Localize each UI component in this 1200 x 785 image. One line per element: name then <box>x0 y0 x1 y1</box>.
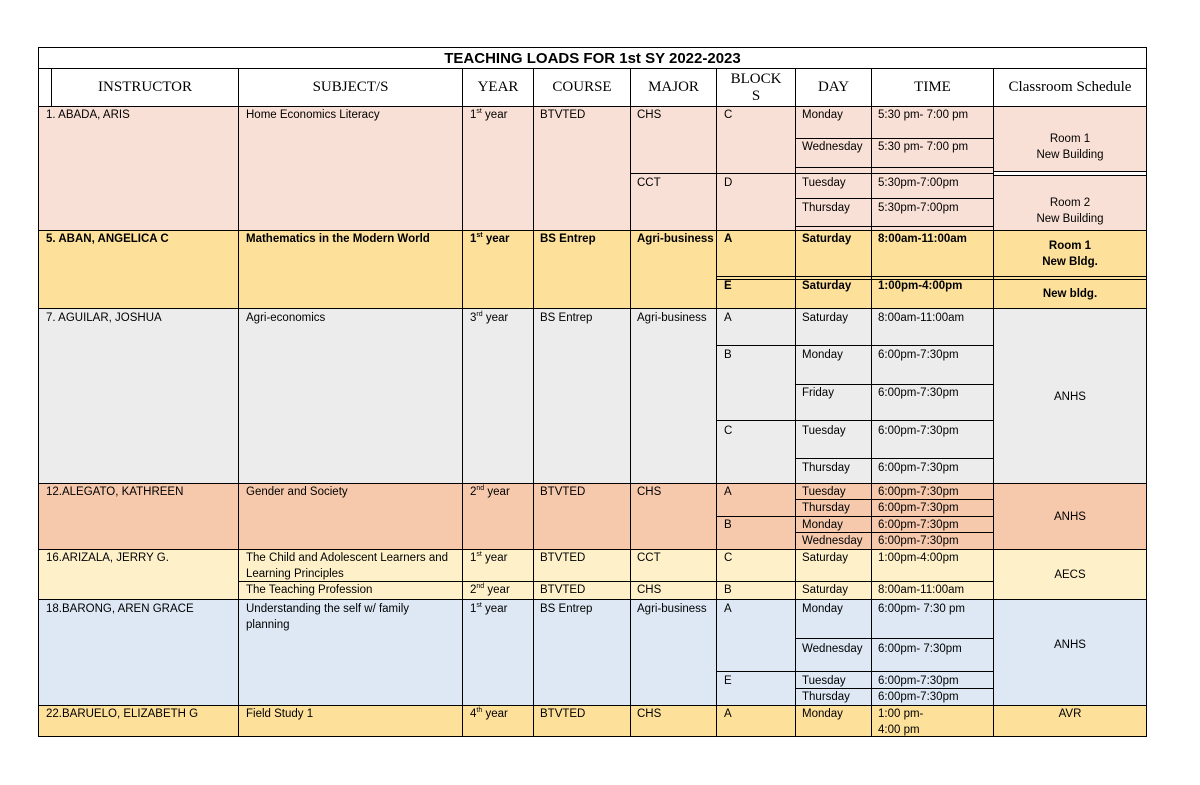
day: Tuesday <box>802 486 846 498</box>
time: 6:00pm-7:30pm <box>878 425 959 437</box>
time: 5:30pm-7:00pm <box>878 177 959 189</box>
day: Monday <box>802 603 843 615</box>
header-blocks-line1: BLOCK <box>730 71 782 87</box>
block: B <box>724 349 732 361</box>
row-aguilar-fill <box>39 308 1146 483</box>
header-blocks <box>717 71 795 105</box>
time: 8:00am-11:00am <box>878 584 965 596</box>
header-time: TIME <box>914 79 951 95</box>
block: A <box>724 603 732 615</box>
instructor-name: 12.ALEGATO, KATHREEN <box>46 486 184 498</box>
day: Wednesday <box>802 535 863 547</box>
header-subjects: SUBJECT/S <box>312 79 389 95</box>
subject: Field Study 1 <box>246 708 314 720</box>
time: 5:30 pm- 7:00 pm <box>878 109 969 121</box>
block: B <box>724 584 732 596</box>
course: BS Entrep <box>540 233 596 245</box>
time: 8:00am-11:00am <box>878 312 965 324</box>
year: 1st year <box>470 602 508 615</box>
row-barong-fill <box>39 599 1146 705</box>
time: 6:00pm-7:30pm <box>878 502 959 514</box>
header-course: COURSE <box>552 79 612 95</box>
header-classroom: Classroom Schedule <box>1008 79 1132 95</box>
block: C <box>724 109 733 121</box>
block: A <box>724 312 732 324</box>
row-arizala-fill <box>39 549 1146 599</box>
classroom: Room 1 New Building <box>1036 133 1104 161</box>
block: B <box>724 519 732 531</box>
time: 6:00pm-7:30pm <box>878 387 959 399</box>
time: 6:00pm-7:30pm <box>878 486 959 498</box>
time: 1:00pm-4:00pm <box>878 280 963 292</box>
day: Wednesday <box>802 141 863 153</box>
day: Saturday <box>802 552 849 564</box>
time: 6:00pm-7:30pm <box>878 462 959 474</box>
course: BS Entrep <box>540 312 593 324</box>
day: Tuesday <box>802 177 846 189</box>
year: 4th year <box>470 707 508 720</box>
day: Monday <box>802 109 843 121</box>
page-title: TEACHING LOADS FOR 1st SY 2022-2023 <box>444 50 741 67</box>
time: 6:00pm- 7:30pm <box>878 643 962 655</box>
header-major: MAJOR <box>648 79 699 95</box>
major: CHS <box>637 708 662 720</box>
classroom: Room 2 New Building <box>1036 197 1104 225</box>
instructor-name: 16.ARIZALA, JERRY G. <box>46 552 169 564</box>
instructor-name: 7. AGUILAR, JOSHUA <box>46 312 162 324</box>
time: 6:00pm-7:30pm <box>878 535 959 547</box>
time: 8:00am-11:00am <box>878 233 967 245</box>
block: A <box>724 486 732 498</box>
subject: Mathematics in the Modern World <box>246 233 430 245</box>
day: Thursday <box>802 462 850 474</box>
day: Monday <box>802 708 843 720</box>
subject: The Child and Adolescent Learners and Learning Principles <box>246 552 449 580</box>
major: Agri-business <box>637 312 707 324</box>
row-baruelo-fill <box>39 705 1146 737</box>
subject: Gender and Society <box>246 486 348 498</box>
block: D <box>724 177 733 189</box>
course: BTVTED <box>540 584 586 596</box>
day: Thursday <box>802 502 850 514</box>
header-year: YEAR <box>477 79 519 95</box>
day: Monday <box>802 349 843 361</box>
time: 5:30 pm- 7:00 pm <box>878 141 969 153</box>
classroom: AECS <box>1054 569 1086 581</box>
day: Saturday <box>802 312 849 324</box>
block: A <box>724 233 733 245</box>
day: Thursday <box>802 202 850 214</box>
instructor-name: 22.BARUELO, ELIZABETH G <box>46 708 199 720</box>
year: 2nd year <box>470 485 510 498</box>
header-instructor: INSTRUCTOR <box>98 79 192 95</box>
instructor-name: 5. ABAN, ANGELICA C <box>46 233 169 245</box>
time: 1:00 pm- 4:00 pm <box>878 708 924 736</box>
day: Wednesday <box>802 643 863 655</box>
day: Friday <box>802 387 834 399</box>
day: Tuesday <box>802 675 846 687</box>
classroom: Room 1 New Bldg. <box>1042 240 1098 268</box>
major: CHS <box>637 109 662 121</box>
course: BTVTED <box>540 109 586 121</box>
time: 6:00pm-7:30pm <box>878 519 959 531</box>
block: C <box>724 552 733 564</box>
classroom: ANHS <box>1054 391 1086 403</box>
time: 6:00pm-7:30pm <box>878 691 959 703</box>
time: 6:00pm-7:30pm <box>878 675 959 687</box>
day: Saturday <box>802 584 849 596</box>
subject: Understanding the self w/ family planning <box>246 603 409 631</box>
course: BTVTED <box>540 552 586 564</box>
year: 1st year <box>470 551 508 564</box>
year: 3rd year <box>470 311 509 324</box>
time: 5:30pm-7:00pm <box>878 202 959 214</box>
classroom: ANHS <box>1054 511 1086 523</box>
time: 6:00pm-7:30pm <box>878 349 959 361</box>
major: Agri-business <box>637 603 707 615</box>
time: 1:00pm-4:00pm <box>878 552 959 564</box>
major: CHS <box>637 584 662 596</box>
major: CHS <box>637 486 662 498</box>
major: CCT <box>637 177 661 189</box>
block: A <box>724 708 732 720</box>
subject: Agri-economics <box>246 312 326 324</box>
classroom: AVR <box>1058 708 1082 720</box>
time: 6:00pm- 7:30 pm <box>878 603 965 615</box>
course: BTVTED <box>540 486 586 498</box>
day: Thursday <box>802 691 850 703</box>
header-blocks-line2: S <box>751 88 761 104</box>
major: Agri-business <box>637 233 714 245</box>
major: CCT <box>637 552 661 564</box>
year: 1st year <box>470 232 510 245</box>
subject: Home Economics Literacy <box>246 109 380 121</box>
classroom: ANHS <box>1054 639 1086 651</box>
row-abada-fill <box>39 106 1146 230</box>
block: E <box>724 675 732 687</box>
instructor-name: 1. ABADA, ARIS <box>46 109 130 121</box>
header-day: DAY <box>817 79 850 95</box>
course: BS Entrep <box>540 603 593 615</box>
block: C <box>724 425 733 437</box>
day: Tuesday <box>802 425 846 437</box>
subject: The Teaching Profession <box>246 584 373 596</box>
year: 2nd year <box>470 583 510 596</box>
day: Monday <box>802 519 843 531</box>
day: Saturday <box>802 233 852 245</box>
instructor-name: 18.BARONG, AREN GRACE <box>46 603 194 615</box>
course: BTVTED <box>540 708 586 720</box>
day: Saturday <box>802 280 852 292</box>
classroom: New bldg. <box>1042 288 1098 300</box>
block: E <box>724 280 732 292</box>
year: 1st year <box>470 108 508 121</box>
